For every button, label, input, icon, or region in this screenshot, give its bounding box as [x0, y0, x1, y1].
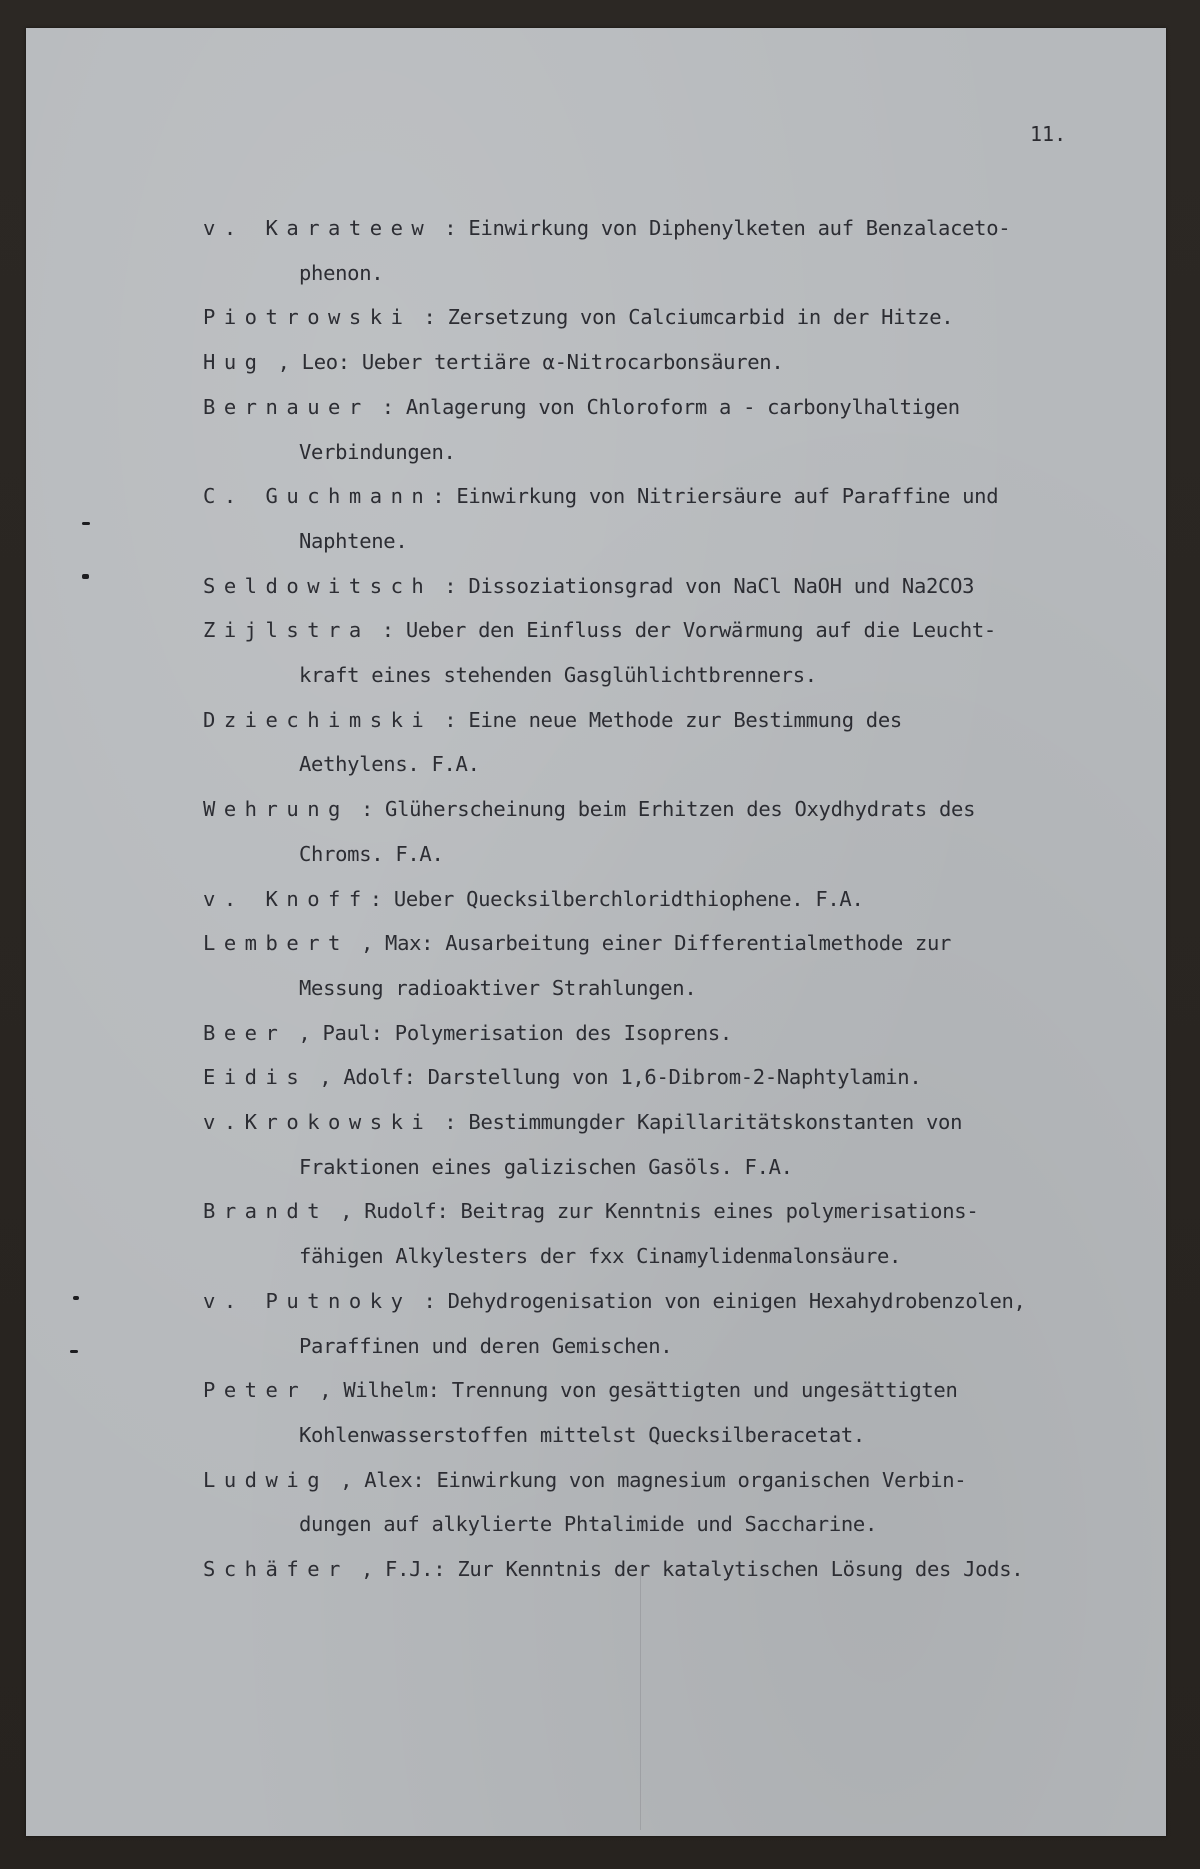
entry-first-line [203, 1100, 1163, 1145]
list-item [203, 1368, 1163, 1457]
dissertation-title-text: Trennung von gesättigten und ungesättigten [451, 1378, 958, 1403]
author-firstname: Wilhelm: [343, 1378, 452, 1403]
dissertation-title-text: Dehydrogenisation von einigen Hexahydrobenzolen, [447, 1288, 1026, 1313]
separator: , [307, 1378, 344, 1403]
paper-crease [640, 1570, 641, 1830]
author-name: v. Karateew [203, 216, 433, 240]
entry-continuation-line [203, 1324, 1163, 1369]
author-name: Wehrung [203, 797, 349, 822]
entry-continuation-line [203, 832, 1163, 877]
author-firstname: Leo: [301, 350, 362, 375]
entry-continuation-line [203, 1145, 1163, 1190]
separator: , [348, 931, 386, 956]
entry-continuation-line [203, 742, 1163, 787]
margin-mark [82, 574, 89, 579]
author-name: Zijlstra [203, 618, 370, 643]
entry-first-line [203, 1458, 1163, 1503]
separator: , [328, 1199, 365, 1224]
list-item [203, 1055, 1163, 1100]
separator: : [411, 1288, 448, 1313]
author-name: Piotrowski [203, 305, 412, 330]
author-name: Seldowitsch [203, 573, 433, 598]
dissertation-title-text: dungen auf alkylierte Phtalimide und Saccharine. [299, 1512, 878, 1537]
author-firstname: F.J.: [385, 1557, 458, 1582]
dissertation-title-text: Bestimmungder Kapillaritätskonstanten von [468, 1110, 963, 1135]
dissertation-title-text: Einwirkung von magnesium organischen Verbin- [436, 1467, 967, 1492]
dissertation-title-text: Anlagerung von Chloroform a - carbonylhaltigen [405, 394, 960, 419]
entry-continuation-line [203, 966, 1163, 1011]
author-name: Schäfer [203, 1557, 349, 1582]
author-name: v. Putnoky [203, 1288, 412, 1313]
dissertation-title-text: Polymerisation des Isoprens. [394, 1020, 732, 1045]
list-item [203, 206, 1163, 295]
author-name: Ludwig [203, 1467, 329, 1492]
author-name: v. Knoff [203, 886, 370, 911]
entry-first-line [203, 698, 1163, 743]
dissertation-list [203, 206, 1163, 1592]
dissertation-title-text: Messung radioaktiver Strahlungen. [299, 975, 697, 1000]
dissertation-title-text: Einwirkung von Nitriersäure auf Paraffine und [456, 484, 999, 509]
entry-first-line [203, 474, 1163, 519]
list-item [203, 1279, 1163, 1368]
dissertation-title-text: Aethylens. F.A. [299, 752, 480, 777]
entry-continuation-line [203, 519, 1163, 564]
entry-first-line [203, 1368, 1163, 1413]
dissertation-title-text: phenon. [299, 260, 384, 285]
margin-mark [82, 522, 90, 525]
list-item [203, 787, 1163, 876]
dissertation-title-text: Einwirkung von Diphenylketen auf Benzalaceto- [468, 216, 1011, 240]
dissertation-title-text: fähigen Alkylesters der fxx Cinamylidenmalonsäure. [299, 1244, 902, 1269]
separator: , [348, 1557, 386, 1582]
author-name: Hug [203, 350, 266, 375]
entry-first-line [203, 921, 1163, 966]
author-name: Brandt [203, 1199, 329, 1224]
entry-continuation-line [203, 1234, 1163, 1279]
entry-first-line [203, 1011, 1163, 1056]
entry-first-line [203, 1547, 1163, 1592]
list-item [203, 921, 1163, 1010]
entry-first-line [203, 1189, 1163, 1234]
list-item [203, 564, 1163, 609]
author-name: v.Krokowski [203, 1110, 433, 1135]
dissertation-title-text: Ausarbeitung einer Differentialmethode zur [445, 931, 952, 956]
author-firstname: Adolf: [343, 1065, 428, 1090]
separator: , [265, 350, 302, 375]
entry-continuation-line [203, 251, 1163, 296]
separator: : [348, 797, 386, 822]
separator: : [432, 484, 457, 509]
dissertation-title-text: Paraffinen und deren Gemischen. [299, 1333, 673, 1358]
list-item [203, 877, 1163, 922]
author-name: Lembert [203, 931, 349, 956]
author-name: Eidis [203, 1065, 308, 1090]
separator: : [432, 1110, 469, 1135]
entry-continuation-line [203, 1413, 1163, 1458]
entry-first-line [203, 1055, 1163, 1100]
entry-first-line [203, 787, 1163, 832]
author-name: C. Guchmann [203, 484, 433, 509]
separator: : [369, 618, 406, 643]
entry-continuation-line [203, 1502, 1163, 1547]
separator: : [369, 886, 394, 911]
entry-continuation-line [203, 653, 1163, 698]
page-number: 11. [1030, 122, 1067, 146]
margin-mark [70, 1350, 78, 1353]
author-name: Dziechimski [203, 707, 433, 732]
dissertation-title-text: Chroms. F.A. [299, 841, 444, 866]
separator: : [432, 216, 469, 240]
author-firstname: Alex: [364, 1467, 437, 1492]
dissertation-title-text: Ueber Quecksilberchloridthiophene. F.A. [393, 886, 864, 911]
entry-first-line [203, 295, 1163, 340]
separator: , [307, 1065, 344, 1090]
author-firstname: Rudolf: [364, 1199, 461, 1224]
list-item [203, 1458, 1163, 1547]
entry-first-line [203, 385, 1163, 430]
list-item [203, 295, 1163, 340]
dissertation-title-text: Dissoziationsgrad von NaCl NaOH und Na2CO3 [468, 573, 975, 598]
author-firstname: Paul: [322, 1020, 395, 1045]
entry-first-line [203, 877, 1163, 922]
list-item [203, 1189, 1163, 1278]
separator: : [411, 305, 448, 330]
list-item [203, 1011, 1163, 1056]
entry-first-line [203, 564, 1163, 609]
author-firstname: Max: [385, 931, 446, 956]
list-item [203, 1100, 1163, 1189]
entry-first-line [203, 1279, 1163, 1324]
dissertation-title-text: Ueber den Einfluss der Vorwärmung auf die Leucht- [405, 618, 996, 643]
list-item [203, 698, 1163, 787]
separator: , [286, 1020, 323, 1045]
dissertation-title-text: Eine neue Methode zur Bestimmung des [468, 707, 902, 732]
dissertation-title-text: Glüherscheinung beim Erhitzen des Oxydhydrats des [385, 797, 976, 822]
dissertation-title-text: Darstellung von 1,6-Dibrom-2-Naphtylamin. [427, 1065, 922, 1090]
separator: : [369, 394, 406, 419]
entry-first-line [203, 206, 1163, 251]
separator: : [432, 707, 469, 732]
dissertation-title-text: Fraktionen eines galizischen Gasöls. F.A. [299, 1154, 793, 1179]
dissertation-title-text: kraft eines stehenden Gasglühlichtbrenners. [299, 663, 817, 688]
list-item [203, 1547, 1163, 1592]
list-item [203, 608, 1163, 697]
dissertation-title-text: Verbindungen. [299, 439, 456, 464]
margin-mark [73, 1296, 79, 1300]
separator: , [328, 1467, 365, 1492]
dissertation-title-text: Kohlenwasserstoffen mittelst Quecksilberacetat. [299, 1422, 865, 1447]
dissertation-title-text: Ueber tertiäre α-Nitrocarbonsäuren. [361, 350, 784, 375]
separator: : [432, 573, 469, 598]
author-name: Peter [203, 1378, 308, 1403]
author-name: Bernauer [203, 394, 370, 419]
list-item [203, 340, 1163, 385]
entry-first-line [203, 608, 1163, 653]
dissertation-title-text: Zur Kenntnis der katalytischen Lösung des Jods. [457, 1557, 1024, 1582]
author-name: Beer [203, 1020, 287, 1045]
list-item [203, 474, 1163, 563]
list-item [203, 385, 1163, 474]
entry-first-line [203, 340, 1163, 385]
dissertation-title-text: Naphtene. [299, 528, 408, 553]
dissertation-title-text: Zersetzung von Calciumcarbid in der Hitze. [447, 305, 954, 330]
dissertation-title-text: Beitrag zur Kenntnis eines polymerisations- [460, 1199, 979, 1224]
entry-continuation-line [203, 430, 1163, 475]
